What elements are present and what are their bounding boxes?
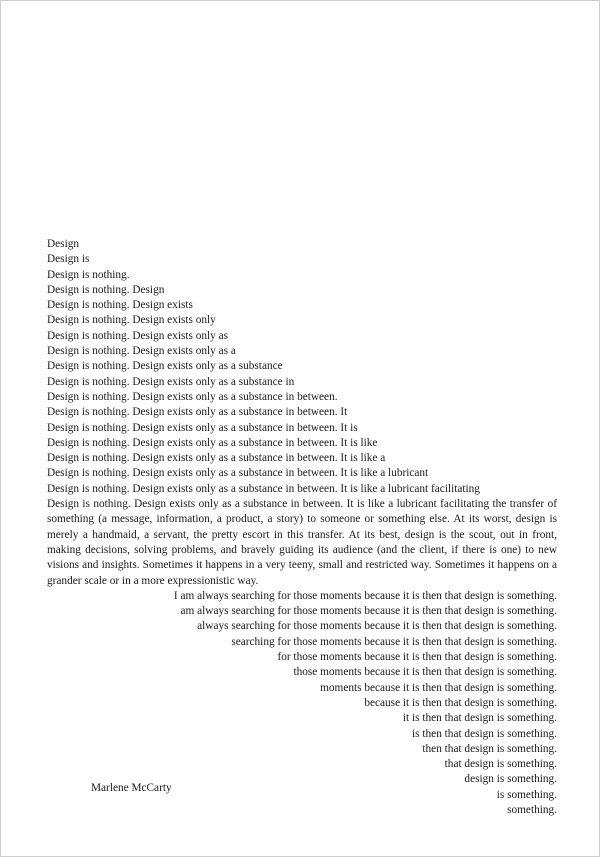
build-line: Design is nothing. Design exists only as a substance in between. It is like a lubricant facilitating xyxy=(47,482,480,495)
author-name: Marlene McCarty xyxy=(91,782,172,794)
build-line: Design is nothing. Design exists only as a substance xyxy=(47,360,283,373)
build-up-lines xyxy=(47,237,557,497)
fade-line: is something. xyxy=(496,788,557,801)
fade-line: moments because it is then that design is something. xyxy=(320,681,557,694)
build-line: Design is nothing. Design exists only as a substance in between. It xyxy=(47,406,348,419)
build-line: Design is nothing. Design exists only as a substance in between. It is like xyxy=(47,436,378,449)
fade-line: always searching for those moments because it is then that design is something. xyxy=(197,620,557,633)
build-line: Design is nothing. Design exists only xyxy=(47,314,216,327)
build-line: Design is nothing. Design exists only as a substance in between. It is like a xyxy=(47,452,386,465)
fade-line: is then that design is something. xyxy=(412,727,557,740)
build-line: Design is nothing. Design xyxy=(47,283,165,296)
fade-line: am always searching for those moments because it is then that design is something. xyxy=(180,605,557,618)
build-line: Design is nothing. Design exists only as a substance in between. It is like a lubricant xyxy=(47,467,429,480)
build-line: Design is nothing. Design exists only as xyxy=(47,329,229,342)
fade-line: design is something. xyxy=(464,773,557,786)
build-line: Design is nothing. Design exists only as a substance in between. xyxy=(47,390,338,403)
full-paragraph: Design is nothing. Design exists only as a substance in between. It is like a lubricant facilitating the transfer of something (a message, information, a product, a story) to someone or something else. At its worst, design is merely a handmaid, a servant, the pretty escort in this transfer. At its best, design is the scout, out in front, making decisions, solving problems, and bravely guiding its audience (and the client, if there is one) to new visions and insights. Sometimes it happens in a very teeny, small and restricted way. Sometimes it happens on a grander scale or in a more expressionistic way. xyxy=(47,498,557,587)
build-line: Design xyxy=(47,238,80,250)
build-line: Design is nothing. xyxy=(47,268,130,281)
fade-line: I am always searching for those moments because it is then that design is something. xyxy=(173,589,557,602)
fade-line: then that design is something. xyxy=(422,742,557,755)
build-line: Design is nothing. Design exists only as a substance in xyxy=(47,375,295,388)
fade-line: something. xyxy=(507,803,557,816)
build-line: Design is nothing. Design exists only as a substance in between. It is xyxy=(47,421,358,434)
fade-line: for those moments because it is then that design is something. xyxy=(277,651,557,664)
fade-line: because it is then that design is something. xyxy=(364,696,557,709)
fade-line: searching for those moments because it is then that design is something. xyxy=(231,635,557,648)
fade-line: that design is something. xyxy=(444,758,557,771)
fade-line: those moments because it is then that design is something. xyxy=(293,666,557,679)
build-line: Design is nothing. Design exists only as a xyxy=(47,345,236,358)
fade-line: it is then that design is something. xyxy=(402,712,557,725)
concrete-poem xyxy=(47,237,557,818)
build-line: Design is xyxy=(47,253,90,266)
build-line: Design is nothing. Design exists xyxy=(47,299,193,312)
